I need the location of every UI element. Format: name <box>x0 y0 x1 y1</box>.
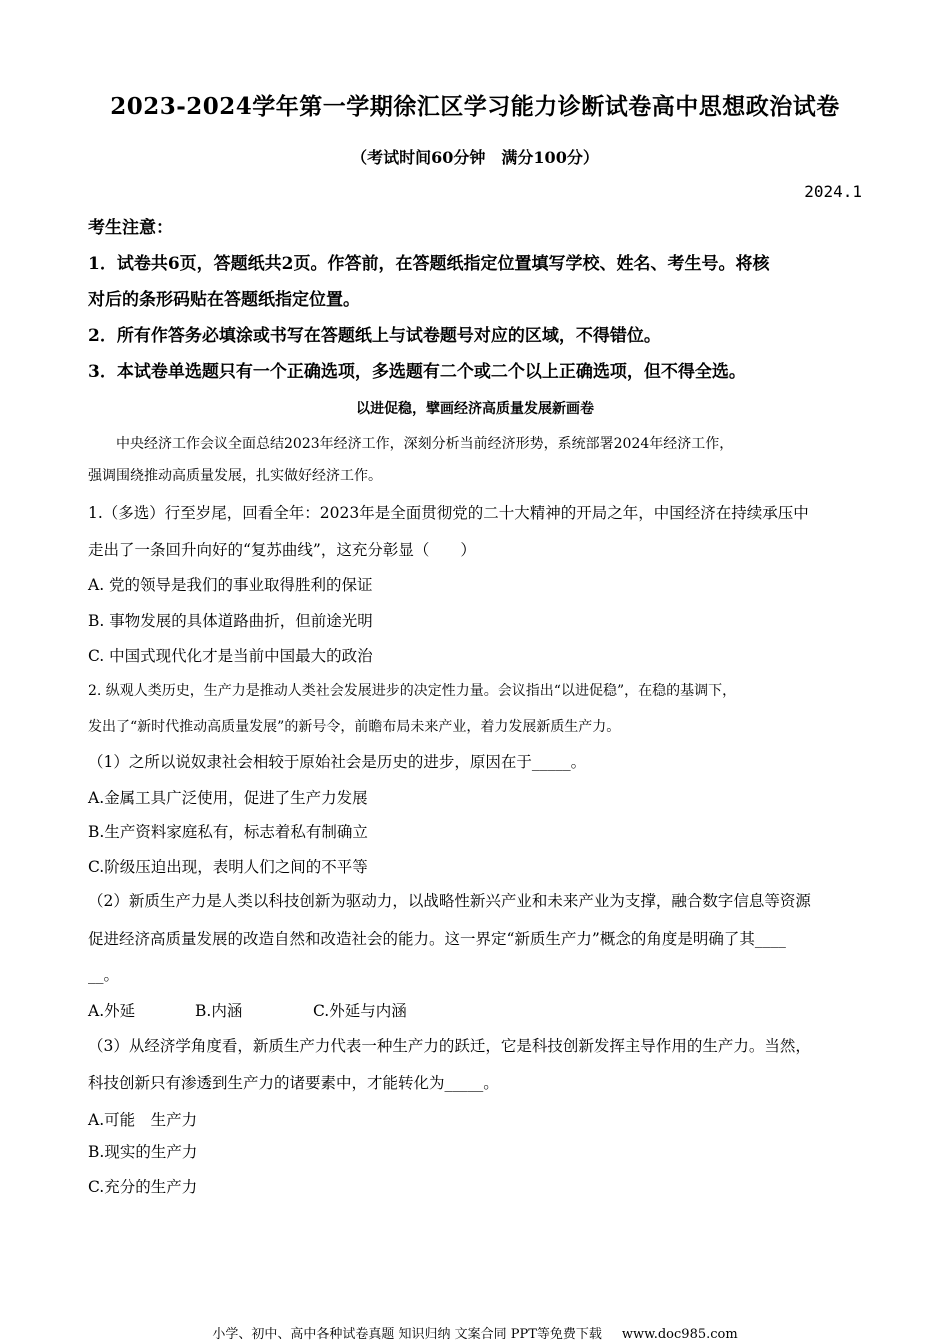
q2-stem-line-2: 发出了“新时代推动高质量发展”的新号令，前瞻布局未来产业，着力发展新质生产力。 <box>88 719 621 735</box>
notice-line-3: 3．本试卷单选题只有一个正确选项，多选题有二个或二个以上正确选项，但不得全选。 <box>88 362 746 382</box>
q2-sub2-option-a: A.外延 <box>88 1002 136 1020</box>
q2-sub2-stem-line-2: 促进经济高质量发展的改造自然和改造社会的能力。这一界定“新质生产力”概念的角度是明确了其____ <box>88 930 786 948</box>
section-title: 以进促稳，擘画经济高质量发展新画卷 <box>356 401 594 417</box>
q1-stem-line-1: 1.（多选）行至岁尾，回看全年：2023年是全面贯彻党的二十大精神的开局之年，中国经济在持续承压中 <box>88 504 809 522</box>
notice-line-1: 1．试卷共6页，答题纸共2页。作答前，在答题纸指定位置填写学校、姓名、考生号。将核 <box>88 254 770 274</box>
notice-heading: 考生注意： <box>88 218 173 238</box>
q2-sub3-option-c: C.充分的生产力 <box>88 1178 198 1196</box>
footer <box>0 1328 950 1341</box>
q2-sub3-option-b: B.现实的生产力 <box>88 1143 198 1161</box>
q2-sub1-stem: （1）之所以说奴隶社会相较于原始社会是历史的进步，原因在于_____。 <box>88 753 587 771</box>
notice-line-2: 2．所有作答务必填涂或书写在答题纸上与试卷题号对应的区域，不得错位。 <box>88 326 661 346</box>
q2-sub3-option-a: A.可能 生产力 <box>88 1111 198 1129</box>
q2-sub2-option-c: C.外延与内涵 <box>313 1002 407 1020</box>
q1-stem-line-2: 走出了一条回升向好的“复苏曲线”，这充分彰显（ ） <box>88 541 476 559</box>
q2-sub2-stem-line-3: __。 <box>88 966 120 984</box>
q2-sub2-stem-line-1: （2）新质生产力是人类以科技创新为驱动力，以战略性新兴产业和未来产业为支撑，融合数字信息等资源 <box>88 892 811 910</box>
q2-sub1-option-a: A.金属工具广泛使用，促进了生产力发展 <box>88 789 368 807</box>
intro-line-2: 强调围绕推动高质量发展，扎实做好经济工作。 <box>88 468 382 484</box>
q2-sub1-option-b: B.生产资料家庭私有，标志着私有制确立 <box>88 823 368 841</box>
page-title: 2023-2024学年第一学期徐汇区学习能力诊断试卷高中思想政治试卷 <box>110 93 840 120</box>
exam-date: 2024.1 <box>804 182 862 201</box>
footer-text: 小学、初中、高中各种试卷真题 知识归纳 文案合同 PPT等免费下载 <box>212 1327 602 1342</box>
q2-sub2-option-b: B.内涵 <box>195 1002 243 1020</box>
notice-line-1-cont: 对后的条形码贴在答题纸指定位置。 <box>88 290 360 310</box>
exam-info: （考试时间60分钟 满分100分） <box>351 148 599 167</box>
q2-sub1-option-c: C.阶级压迫出现，表明人们之间的不平等 <box>88 858 368 876</box>
q1-option-b: B. 事物发展的具体道路曲折，但前途光明 <box>88 612 373 630</box>
footer-link[interactable]: www.doc985.com <box>621 1327 738 1342</box>
intro-line-1: 中央经济工作会议全面总结2023年经济工作，深刻分析当前经济形势，系统部署2024年经济工作， <box>88 436 734 452</box>
q2-sub3-stem-line-2: 科技创新只有渗透到生产力的诸要素中，才能转化为_____。 <box>88 1074 499 1092</box>
q2-stem-line-1: 2. 纵观人类历史，生产力是推动人类社会发展进步的决定性力量。会议指出“以进促稳”，在稳的基调下， <box>88 683 737 699</box>
q1-option-a: A. 党的领导是我们的事业取得胜利的保证 <box>88 576 373 594</box>
q1-option-c: C. 中国式现代化才是当前中国最大的政治 <box>88 647 373 665</box>
q2-sub3-stem-line-1: （3）从经济学角度看，新质生产力代表一种生产力的跃迁，它是科技创新发挥主导作用的生产力。当然， <box>88 1037 811 1055</box>
